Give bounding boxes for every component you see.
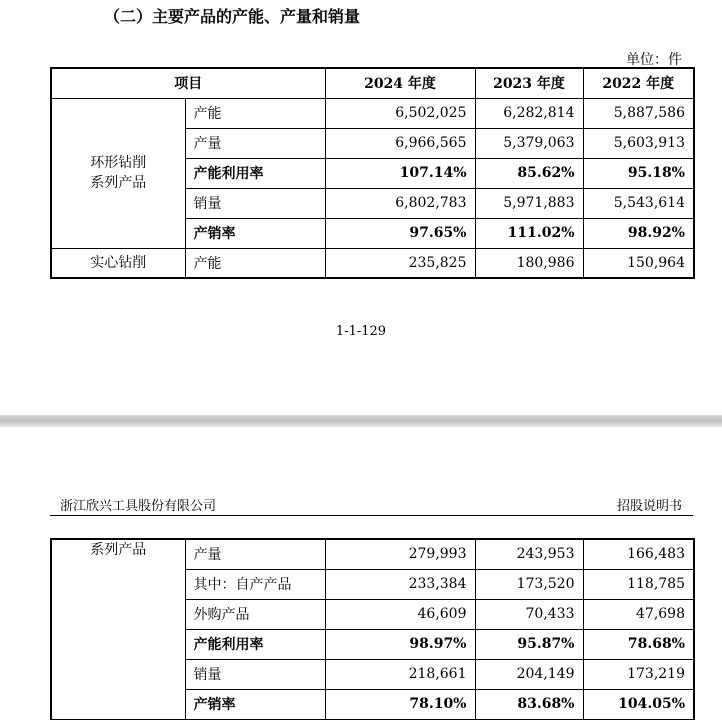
company-name: 浙江欣兴工具股份有限公司 <box>60 499 217 514</box>
cell-2023: 111.02% <box>475 218 583 248</box>
row-label: 产能利用率 <box>185 629 325 659</box>
cell-2022: 104.05% <box>583 689 694 719</box>
cell-2022: 118,785 <box>583 569 694 599</box>
cell-2023: 83.68% <box>475 689 583 719</box>
row-label: 销量 <box>185 659 325 689</box>
row-label: 产能 <box>185 98 325 128</box>
document-type: 招股说明书 <box>616 499 682 514</box>
row-label: 外购产品 <box>185 599 325 629</box>
table-row <box>51 248 694 278</box>
page-separator <box>0 415 722 427</box>
row-label: 产能 <box>185 248 325 278</box>
cell-2022: 5,887,586 <box>583 98 694 128</box>
cell-2022: 98.92% <box>583 218 694 248</box>
cell-2022: 5,603,913 <box>583 128 694 158</box>
cell-2023: 85.62% <box>475 158 583 188</box>
cell-2022: 5,543,614 <box>583 188 694 218</box>
cell-2022: 95.18% <box>583 158 694 188</box>
header-2022: 2022 年度 <box>583 68 694 98</box>
group-label-continued: 系列产品 <box>51 539 185 719</box>
table-row <box>51 98 694 128</box>
cell-2022: 78.68% <box>583 629 694 659</box>
cell-2023: 95.87% <box>475 629 583 659</box>
cell-2024: 233,384 <box>325 569 475 599</box>
cell-2024: 218,661 <box>325 659 475 689</box>
cell-2022: 173,219 <box>583 659 694 689</box>
cell-2022: 47,698 <box>583 599 694 629</box>
header-2023: 2023 年度 <box>475 68 583 98</box>
row-label: 其中：自产产品 <box>185 569 325 599</box>
row-label: 产量 <box>185 128 325 158</box>
cell-2023: 243,953 <box>475 539 583 569</box>
cell-2024: 46,609 <box>325 599 475 629</box>
capacity-table-top <box>50 67 695 279</box>
cell-2024: 6,802,783 <box>325 188 475 218</box>
cell-2023: 173,520 <box>475 569 583 599</box>
cell-2024: 107.14% <box>325 158 475 188</box>
group-label-ring-drilling <box>51 98 185 248</box>
cell-2024: 97.65% <box>325 218 475 248</box>
cell-2024: 6,502,025 <box>325 98 475 128</box>
row-label: 产量 <box>185 539 325 569</box>
cell-2024: 235,825 <box>325 248 475 278</box>
header-rule <box>50 515 693 516</box>
row-label: 产能利用率 <box>185 158 325 188</box>
table-row <box>51 539 694 569</box>
group-label-line2: 系列产品 <box>90 175 147 191</box>
page-number: 1-1-129 <box>335 324 387 339</box>
table-header-row <box>51 68 694 98</box>
cell-2023: 70,433 <box>475 599 583 629</box>
header-item: 项目 <box>51 68 325 98</box>
row-label: 销量 <box>185 188 325 218</box>
cell-2024: 78.10% <box>325 689 475 719</box>
cell-2023: 5,971,883 <box>475 188 583 218</box>
cell-2024: 98.97% <box>325 629 475 659</box>
cell-2023: 5,379,063 <box>475 128 583 158</box>
unit-label: 单位：件 <box>626 52 682 68</box>
cell-2023: 180,986 <box>475 248 583 278</box>
row-label: 产销率 <box>185 689 325 719</box>
cell-2023: 6,282,814 <box>475 98 583 128</box>
cell-2022: 150,964 <box>583 248 694 278</box>
row-label: 产销率 <box>185 218 325 248</box>
header-2024: 2024 年度 <box>325 68 475 98</box>
group-label-line1: 环形钻削 <box>90 155 147 171</box>
cell-2023: 204,149 <box>475 659 583 689</box>
cell-2022: 166,483 <box>583 539 694 569</box>
group-label-solid-drilling: 实心钻削 <box>51 248 185 278</box>
capacity-table-bottom <box>50 538 695 720</box>
cell-2024: 6,966,565 <box>325 128 475 158</box>
cell-2024: 279,993 <box>325 539 475 569</box>
section-heading: （二）主要产品的产能、产量和销量 <box>104 7 361 26</box>
